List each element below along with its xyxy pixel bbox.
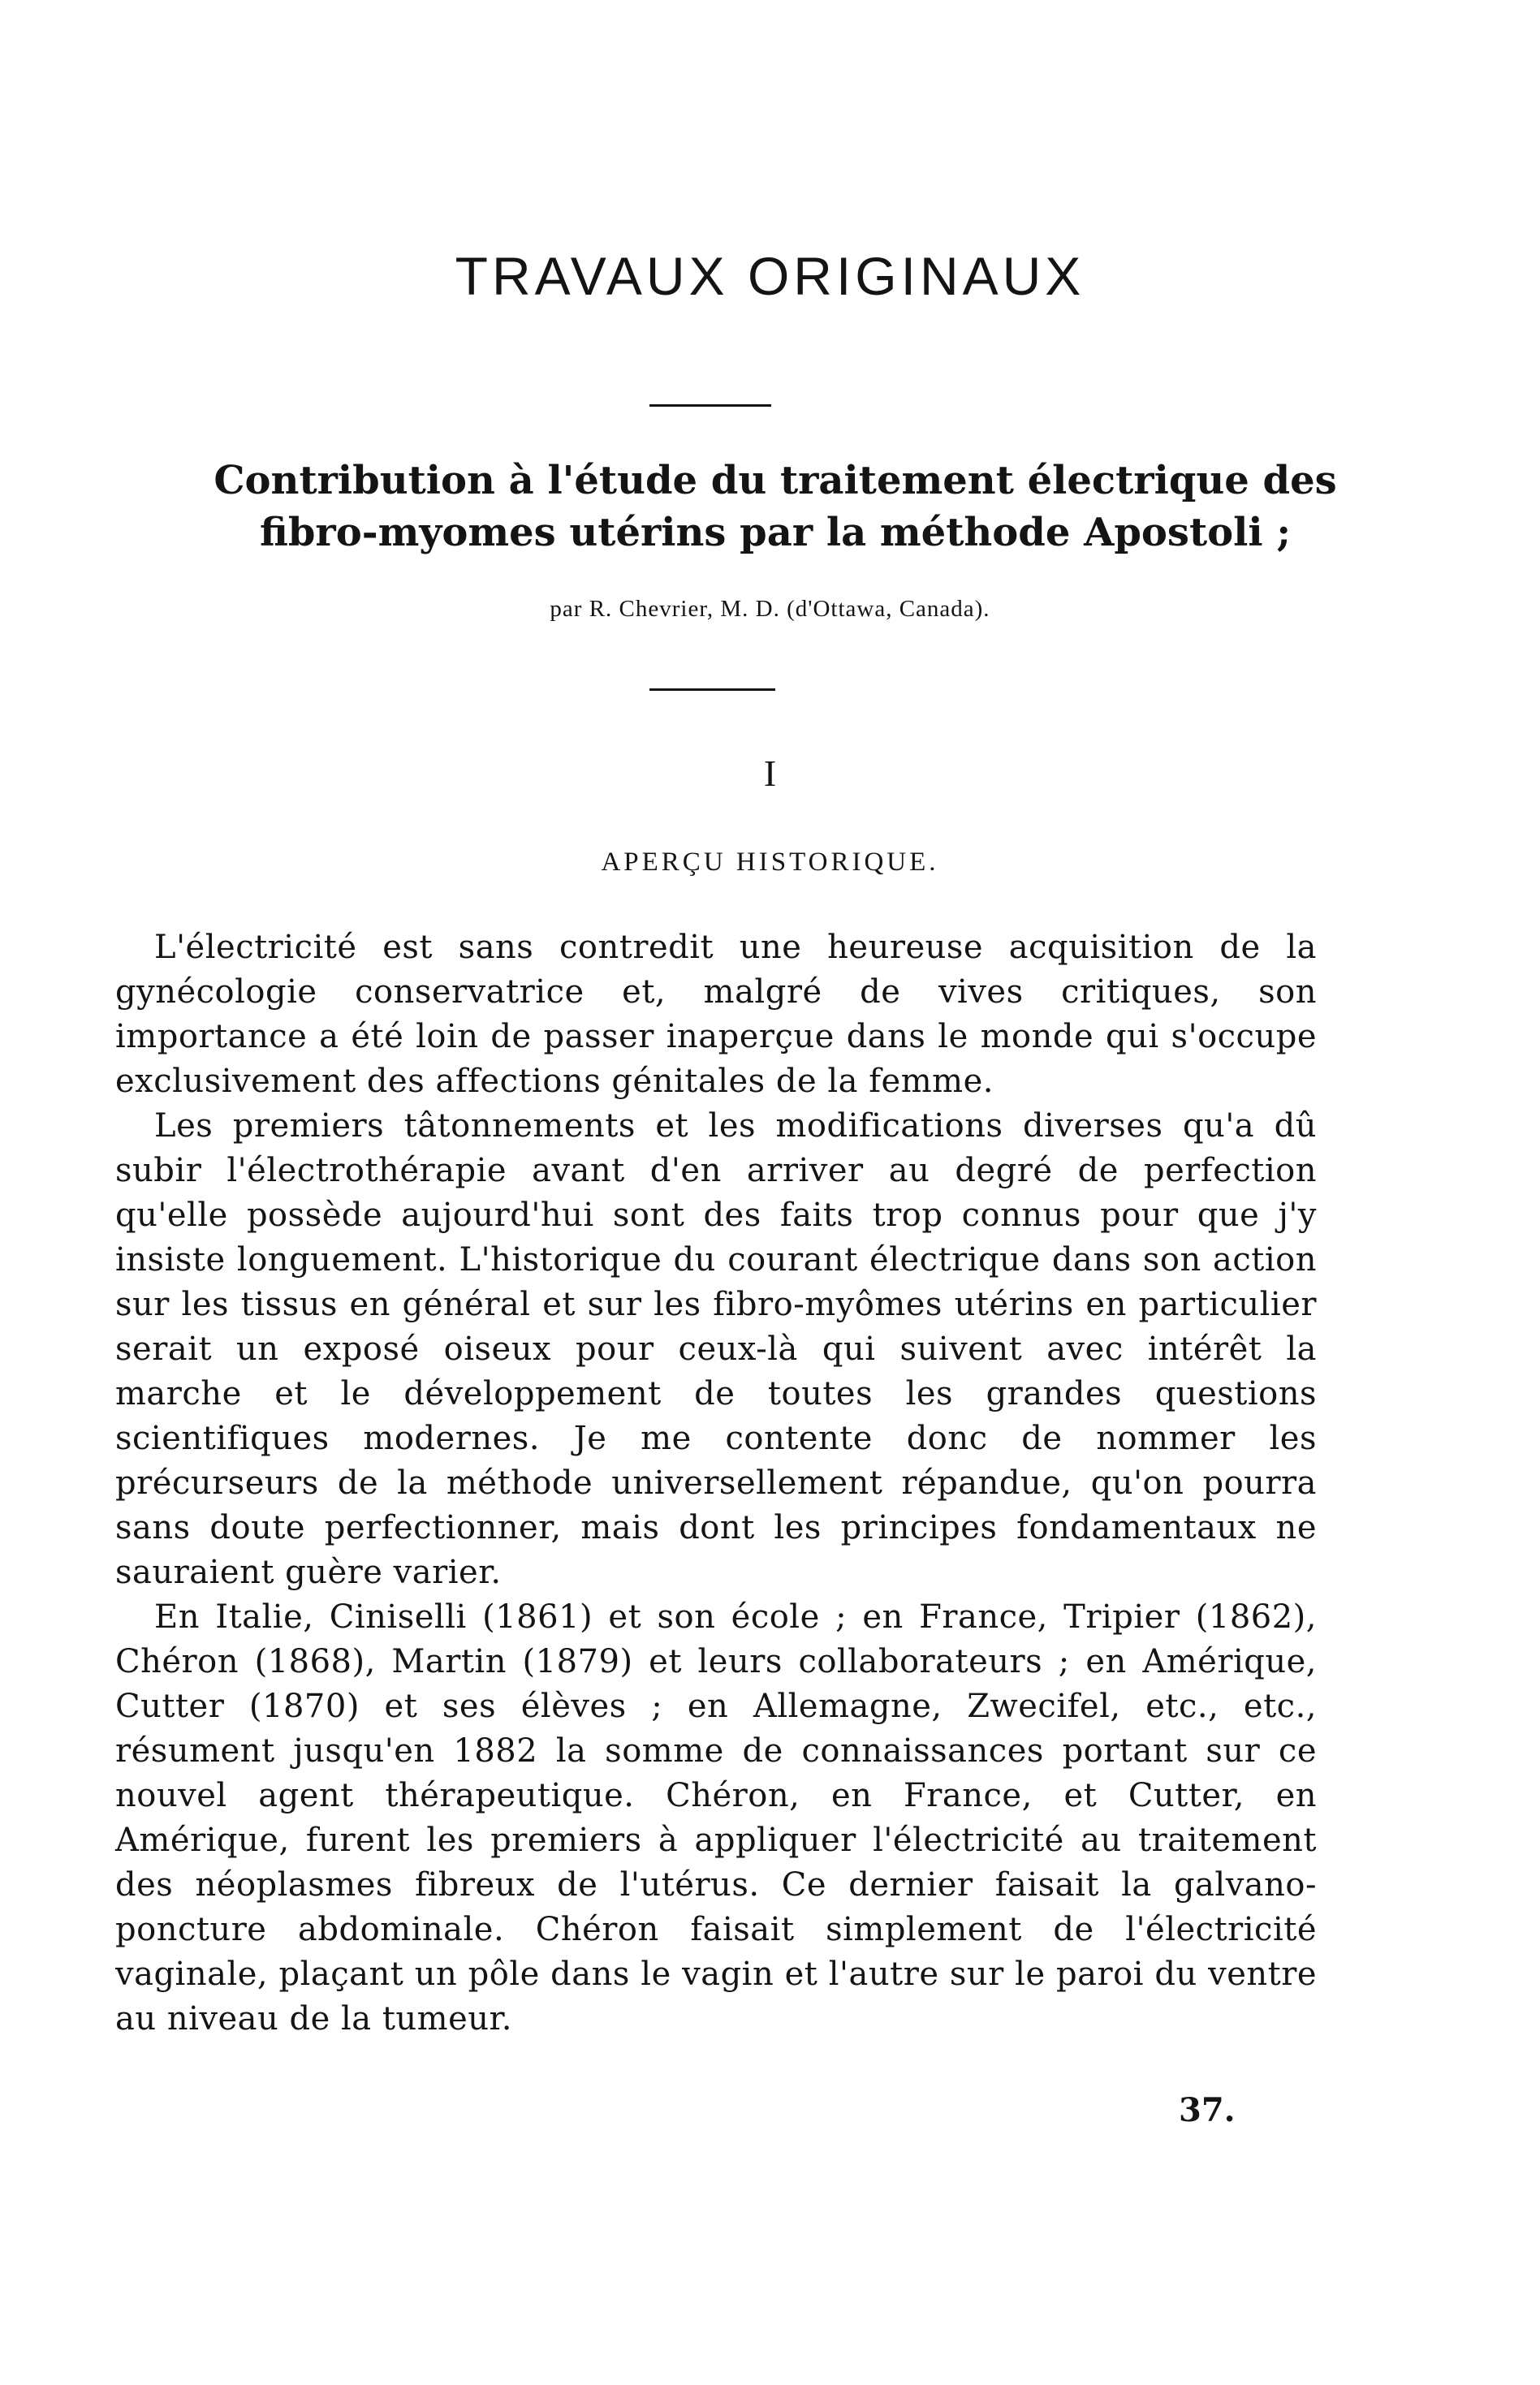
paragraph: L'électricité est sans contredit une heureuse acquisition de la gynécologie conservatrice et, malgré de vives critiques, son importance a été loin de passer inaperçue dans le monde qui s'occupe exclusivement des affections génitales de la femme. — [115, 929, 1317, 1100]
body-text — [115, 925, 1317, 2042]
section-number: I — [763, 753, 777, 794]
section-title: TRAVAUX ORIGINAUX — [455, 246, 1085, 306]
page-number: 37. — [1179, 2091, 1236, 2129]
paragraph: En Italie, Ciniselli (1861) et son école ; en France, Tripier (1862), Chéron (1868), Martin (1879) et leurs collaborateurs ; en Amérique, Cutter (1870) et ses élèves ; en Allemagne, Zwecifel, etc., etc., résument jusqu'en 1882 la somme de connaissances portant sur ce nouvel agent thérapeutique. Chéron, en France, et Cutter, en Amérique, furent les premiers à appliquer l'électricité au traitement des néoplasmes fibreux de l'utérus. Ce dernier faisait la galvano-poncture abdominale. Chéron faisait simplement de l'électricité vaginale, plaçant un pôle dans le vagin et l'autre sur le paroi du ventre au niveau de la tumeur. — [115, 1598, 1317, 2038]
byline-divider — [649, 688, 775, 691]
article-title: Contribution à l'étude du traitement électrique des fibro-myomes utérins par la méthode Apostoli ; — [214, 458, 1337, 555]
section-heading: APERÇU HISTORIQUE. — [601, 847, 939, 877]
title-divider — [649, 404, 771, 407]
paragraph: Les premiers tâtonnements et les modifications diverses qu'a dû subir l'électrothérapie avant d'en arriver au degré de perfection qu'elle possède aujourd'hui sont des faits trop connus pour que j'y insiste longuement. L'historique du courant électrique dans son action sur les tissus en général et sur les fibro-myômes utérins en particulier serait un exposé oiseux pour ceux-là qui suivent avec intérêt la marche et le développement de toutes les grandes questions scientifiques modernes. Je me contente donc de nommer les précurseurs de la méthode universellement répandue, qu'on pourra sans doute perfectionner, mais dont les principes fondamentaux ne sauraient guère varier. — [115, 1107, 1317, 1591]
article-byline: par R. Chevrier, M. D. (d'Ottawa, Canada). — [550, 596, 990, 622]
